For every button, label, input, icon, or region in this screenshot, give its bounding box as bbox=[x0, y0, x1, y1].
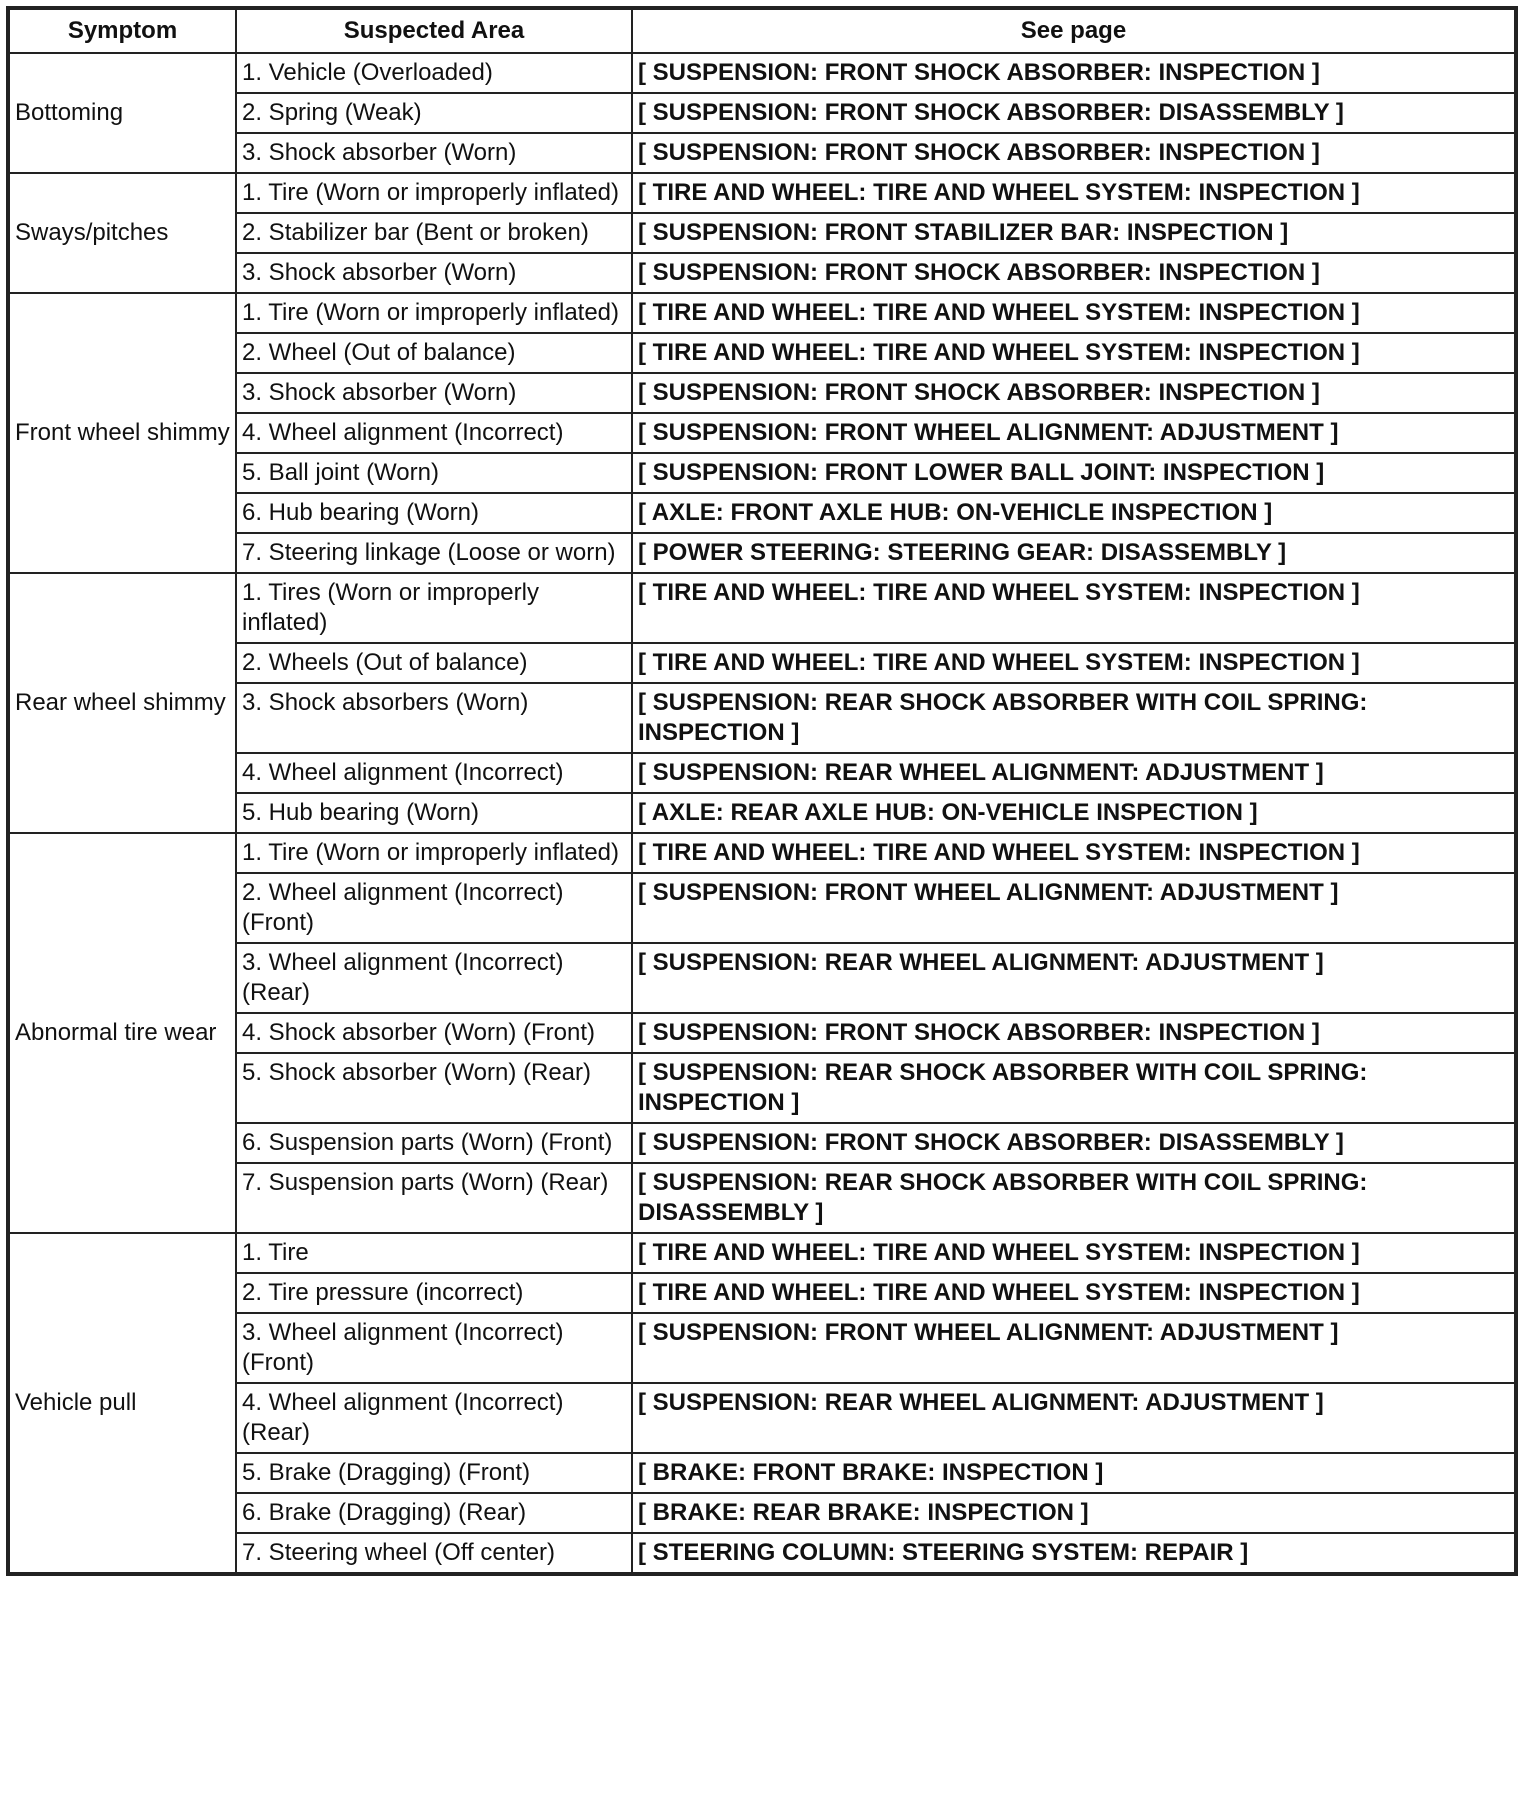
table-row bbox=[8, 173, 1516, 213]
see-page-reference[interactable]: [ SUSPENSION: REAR WHEEL ALIGNMENT: ADJUSTMENT ] bbox=[632, 753, 1516, 793]
see-page-reference[interactable]: [ SUSPENSION: REAR WHEEL ALIGNMENT: ADJUSTMENT ] bbox=[632, 1383, 1516, 1453]
suspected-area-cell: 2. Wheel alignment (Incorrect) (Front) bbox=[236, 873, 632, 943]
suspected-area-cell: 6. Suspension parts (Worn) (Front) bbox=[236, 1123, 632, 1163]
see-page-reference[interactable]: [ SUSPENSION: FRONT STABILIZER BAR: INSPECTION ] bbox=[632, 213, 1516, 253]
suspected-area-cell: 1. Tire (Worn or improperly inflated) bbox=[236, 173, 632, 213]
suspected-area-cell: 7. Steering linkage (Loose or worn) bbox=[236, 533, 632, 573]
see-page-reference[interactable]: [ TIRE AND WHEEL: TIRE AND WHEEL SYSTEM: INSPECTION ] bbox=[632, 1233, 1516, 1273]
table-row bbox=[8, 293, 1516, 333]
symptom-cell: Rear wheel shimmy bbox=[8, 573, 236, 833]
see-page-reference[interactable]: [ BRAKE: REAR BRAKE: INSPECTION ] bbox=[632, 1493, 1516, 1533]
header-symptom: Symptom bbox=[8, 8, 236, 53]
symptom-cell: Bottoming bbox=[8, 53, 236, 173]
see-page-reference[interactable]: [ TIRE AND WHEEL: TIRE AND WHEEL SYSTEM: INSPECTION ] bbox=[632, 1273, 1516, 1313]
see-page-reference[interactable]: [ SUSPENSION: FRONT SHOCK ABSORBER: INSPECTION ] bbox=[632, 253, 1516, 293]
see-page-reference[interactable]: [ SUSPENSION: REAR SHOCK ABSORBER WITH COIL SPRING: DISASSEMBLY ] bbox=[632, 1163, 1516, 1233]
see-page-reference[interactable]: [ SUSPENSION: FRONT SHOCK ABSORBER: INSPECTION ] bbox=[632, 53, 1516, 93]
see-page-reference[interactable]: [ SUSPENSION: FRONT SHOCK ABSORBER: INSPECTION ] bbox=[632, 373, 1516, 413]
see-page-reference[interactable]: [ SUSPENSION: FRONT WHEEL ALIGNMENT: ADJUSTMENT ] bbox=[632, 1313, 1516, 1383]
see-page-reference[interactable]: [ SUSPENSION: REAR SHOCK ABSORBER WITH COIL SPRING: INSPECTION ] bbox=[632, 1053, 1516, 1123]
header-suspected-area: Suspected Area bbox=[236, 8, 632, 53]
see-page-reference[interactable]: [ SUSPENSION: FRONT LOWER BALL JOINT: INSPECTION ] bbox=[632, 453, 1516, 493]
see-page-reference[interactable]: [ TIRE AND WHEEL: TIRE AND WHEEL SYSTEM: INSPECTION ] bbox=[632, 573, 1516, 643]
suspected-area-cell: 7. Steering wheel (Off center) bbox=[236, 1533, 632, 1574]
symptom-cell: Vehicle pull bbox=[8, 1233, 236, 1574]
see-page-reference[interactable]: [ SUSPENSION: FRONT SHOCK ABSORBER: DISASSEMBLY ] bbox=[632, 93, 1516, 133]
see-page-reference[interactable]: [ TIRE AND WHEEL: TIRE AND WHEEL SYSTEM: INSPECTION ] bbox=[632, 293, 1516, 333]
table-body bbox=[8, 53, 1516, 1574]
suspected-area-cell: 2. Wheels (Out of balance) bbox=[236, 643, 632, 683]
suspected-area-cell: 2. Stabilizer bar (Bent or broken) bbox=[236, 213, 632, 253]
suspected-area-cell: 5. Ball joint (Worn) bbox=[236, 453, 632, 493]
see-page-reference[interactable]: [ TIRE AND WHEEL: TIRE AND WHEEL SYSTEM: INSPECTION ] bbox=[632, 333, 1516, 373]
suspected-area-cell: 3. Shock absorbers (Worn) bbox=[236, 683, 632, 753]
see-page-reference[interactable]: [ AXLE: FRONT AXLE HUB: ON-VEHICLE INSPECTION ] bbox=[632, 493, 1516, 533]
suspected-area-cell: 5. Brake (Dragging) (Front) bbox=[236, 1453, 632, 1493]
suspected-area-cell: 2. Tire pressure (incorrect) bbox=[236, 1273, 632, 1313]
suspected-area-cell: 3. Wheel alignment (Incorrect) (Rear) bbox=[236, 943, 632, 1013]
table-row bbox=[8, 833, 1516, 873]
see-page-reference[interactable]: [ SUSPENSION: FRONT SHOCK ABSORBER: INSPECTION ] bbox=[632, 133, 1516, 173]
see-page-reference[interactable]: [ BRAKE: FRONT BRAKE: INSPECTION ] bbox=[632, 1453, 1516, 1493]
see-page-reference[interactable]: [ SUSPENSION: FRONT SHOCK ABSORBER: DISASSEMBLY ] bbox=[632, 1123, 1516, 1163]
suspected-area-cell: 4. Wheel alignment (Incorrect) (Rear) bbox=[236, 1383, 632, 1453]
symptom-table bbox=[6, 6, 1518, 1576]
see-page-reference[interactable]: [ SUSPENSION: REAR WHEEL ALIGNMENT: ADJUSTMENT ] bbox=[632, 943, 1516, 1013]
suspected-area-cell: 1. Tire (Worn or improperly inflated) bbox=[236, 293, 632, 333]
suspected-area-cell: 7. Suspension parts (Worn) (Rear) bbox=[236, 1163, 632, 1233]
see-page-reference[interactable]: [ STEERING COLUMN: STEERING SYSTEM: REPAIR ] bbox=[632, 1533, 1516, 1574]
suspected-area-cell: 3. Shock absorber (Worn) bbox=[236, 373, 632, 413]
table-row bbox=[8, 573, 1516, 643]
suspected-area-cell: 5. Hub bearing (Worn) bbox=[236, 793, 632, 833]
suspected-area-cell: 4. Shock absorber (Worn) (Front) bbox=[236, 1013, 632, 1053]
see-page-reference[interactable]: [ AXLE: REAR AXLE HUB: ON-VEHICLE INSPECTION ] bbox=[632, 793, 1516, 833]
suspected-area-cell: 1. Tires (Worn or improperly inflated) bbox=[236, 573, 632, 643]
see-page-reference[interactable]: [ SUSPENSION: FRONT SHOCK ABSORBER: INSPECTION ] bbox=[632, 1013, 1516, 1053]
suspected-area-cell: 3. Shock absorber (Worn) bbox=[236, 253, 632, 293]
table-row bbox=[8, 1233, 1516, 1273]
symptom-cell: Sways/pitches bbox=[8, 173, 236, 293]
see-page-reference[interactable]: [ SUSPENSION: FRONT WHEEL ALIGNMENT: ADJUSTMENT ] bbox=[632, 873, 1516, 943]
see-page-reference[interactable]: [ SUSPENSION: FRONT WHEEL ALIGNMENT: ADJUSTMENT ] bbox=[632, 413, 1516, 453]
suspected-area-cell: 4. Wheel alignment (Incorrect) bbox=[236, 413, 632, 453]
see-page-reference[interactable]: [ TIRE AND WHEEL: TIRE AND WHEEL SYSTEM: INSPECTION ] bbox=[632, 173, 1516, 213]
suspected-area-cell: 5. Shock absorber (Worn) (Rear) bbox=[236, 1053, 632, 1123]
suspected-area-cell: 6. Hub bearing (Worn) bbox=[236, 493, 632, 533]
suspected-area-cell: 3. Shock absorber (Worn) bbox=[236, 133, 632, 173]
see-page-reference[interactable]: [ POWER STEERING: STEERING GEAR: DISASSEMBLY ] bbox=[632, 533, 1516, 573]
suspected-area-cell: 2. Wheel (Out of balance) bbox=[236, 333, 632, 373]
see-page-reference[interactable]: [ TIRE AND WHEEL: TIRE AND WHEEL SYSTEM: INSPECTION ] bbox=[632, 833, 1516, 873]
symptom-cell: Abnormal tire wear bbox=[8, 833, 236, 1233]
see-page-reference[interactable]: [ TIRE AND WHEEL: TIRE AND WHEEL SYSTEM: INSPECTION ] bbox=[632, 643, 1516, 683]
header-see-page: See page bbox=[632, 8, 1516, 53]
header-row bbox=[8, 8, 1516, 53]
see-page-reference[interactable]: [ SUSPENSION: REAR SHOCK ABSORBER WITH COIL SPRING: INSPECTION ] bbox=[632, 683, 1516, 753]
suspected-area-cell: 1. Vehicle (Overloaded) bbox=[236, 53, 632, 93]
table-row bbox=[8, 53, 1516, 93]
suspected-area-cell: 4. Wheel alignment (Incorrect) bbox=[236, 753, 632, 793]
symptom-cell: Front wheel shimmy bbox=[8, 293, 236, 573]
suspected-area-cell: 3. Wheel alignment (Incorrect) (Front) bbox=[236, 1313, 632, 1383]
suspected-area-cell: 1. Tire (Worn or improperly inflated) bbox=[236, 833, 632, 873]
suspected-area-cell: 2. Spring (Weak) bbox=[236, 93, 632, 133]
suspected-area-cell: 1. Tire bbox=[236, 1233, 632, 1273]
suspected-area-cell: 6. Brake (Dragging) (Rear) bbox=[236, 1493, 632, 1533]
